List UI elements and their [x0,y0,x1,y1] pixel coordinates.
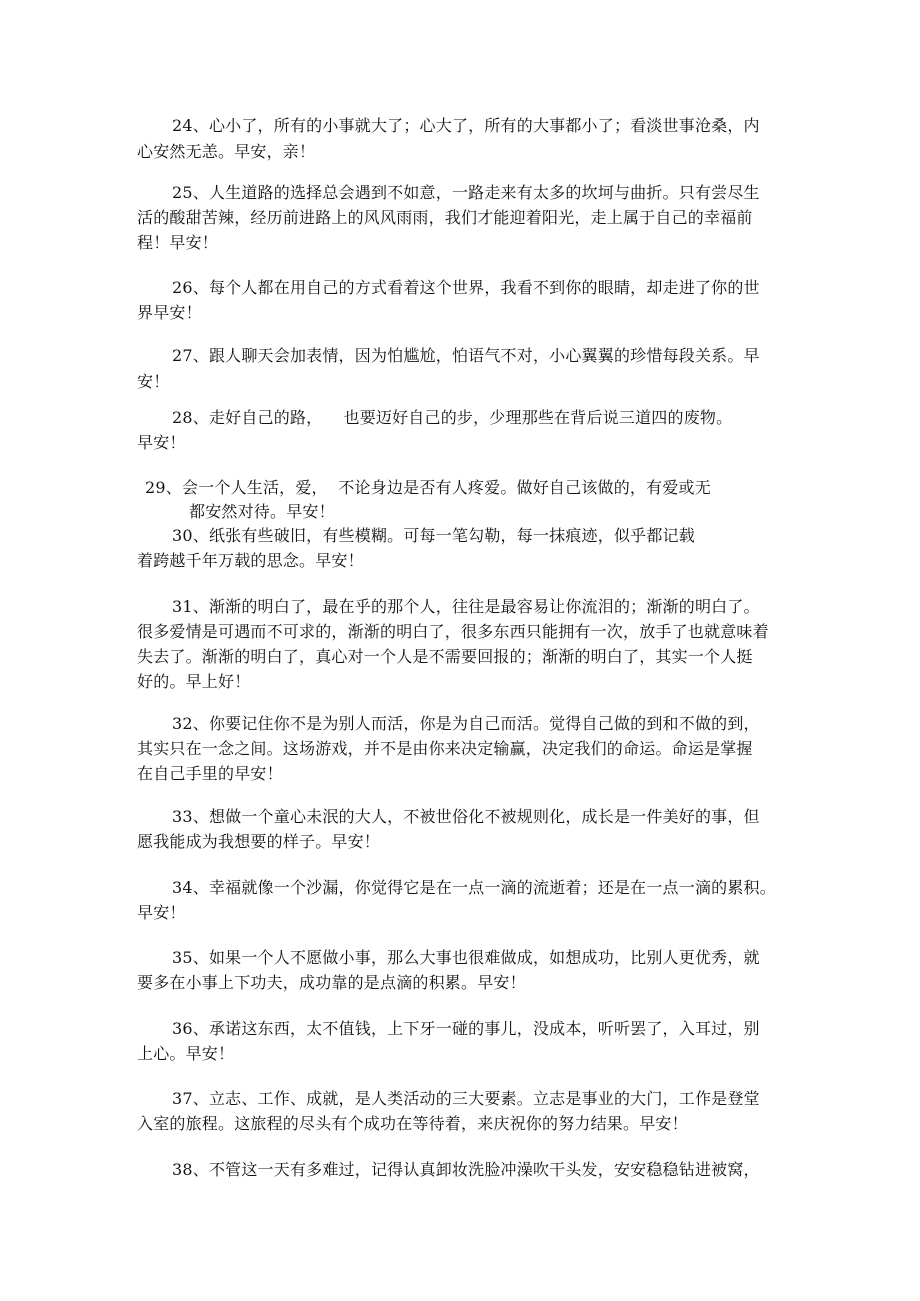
paragraph-33-line-1: 33、想做一个童心未泯的大人，不被世俗化不被规则化，成长是一件美好的事，但 [172,807,760,826]
paragraph-32-line-2: 其实只在一念之间。这场游戏，并不是由你来决定输赢，决定我们的命运。命运是掌握 [137,739,753,758]
paragraph-36-line-1: 36、承诺这东西，太不值钱，上下牙一碰的事儿，没成本，听听罢了，入耳过，别 [172,1019,760,1038]
paragraph-29-line-2: 都安然对待。早安！ [189,502,335,521]
paragraph-26-line-1: 26、每个人都在用自己的方式看着这个世界，我看不到你的眼睛，却走进了你的世 [172,278,760,297]
paragraph-34-line-2: 早安！ [137,903,186,922]
paragraph-31-line-2: 很多爱情是可遇而不可求的，渐渐的明白了，很多东西只能拥有一次，放手了也就意味着 [137,622,769,641]
paragraph-37-line-1: 37、立志、工作、成就，是人类活动的三大要素。立志是事业的大门，工作是登堂 [172,1089,760,1108]
paragraph-30-line-1: 30、纸张有些破旧，有些模糊。可每一笔勾勒，每一抹痕迹，似乎都记载 [172,526,695,545]
paragraph-27-line-2: 安！ [137,372,170,391]
paragraph-24-line-1: 24、心小了，所有的小事就大了；心大了，所有的大事都小了；看淡世事沧桑，内 [172,116,760,135]
paragraph-28-line-2: 早安！ [137,433,186,452]
paragraph-33-line-2: 愿我能成为我想要的样子。早安！ [137,832,381,851]
paragraph-30-line-2: 着跨越千年万载的思念。早安！ [137,551,364,570]
paragraph-25-line-2: 活的酸甜苦辣，经历前进路上的风风雨雨，我们才能迎着阳光，走上属于自己的幸福前 [137,208,753,227]
paragraph-25-line-3: 程！早安！ [137,233,219,252]
paragraph-36-line-2: 上心。早安！ [137,1044,235,1063]
paragraph-34-line-1: 34、幸福就像一个沙漏，你觉得它是在一点一滴的流逝着；还是在一点一滴的累积。 [172,878,776,897]
paragraph-24-line-2: 心安然无恙。早安，亲！ [137,142,316,161]
paragraph-27-line-1: 27、跟人聊天会加表情，因为怕尴尬，怕语气不对，小心翼翼的珍惜每段关系。早 [172,346,760,365]
paragraph-26-line-2: 界早安！ [137,303,202,322]
paragraph-31-line-3: 失去了。渐渐的明白了，真心对一个人是不需要回报的；渐渐的明白了，其实一个人挺 [137,647,753,666]
paragraph-32-line-3: 在自己手里的早安！ [137,764,283,783]
paragraph-31-line-4: 好的。早上好！ [137,672,251,691]
paragraph-29-line-1: 29、会一个人生活，爱， 不论身边是否有人疼爱。做好自己该做的，有爱或无 [145,478,711,497]
paragraph-28-line-1: 28、走好自己的路， 也要迈好自己的步，少理那些在背后说三道四的废物。 [172,408,733,427]
paragraph-25-line-1: 25、人生道路的选择总会遇到不如意，一路走来有太多的坎坷与曲折。只有尝尽生 [172,183,760,202]
paragraph-35-line-1: 35、如果一个人不愿做小事，那么大事也很难做成，如想成功，比别人更优秀，就 [172,948,760,967]
paragraph-37-line-2: 入室的旅程。这旅程的尽头有个成功在等待着，来庆祝你的努力结果。早安！ [137,1114,688,1133]
paragraph-38-line-1: 38、不管这一天有多难过，记得认真卸妆洗脸冲澡吹干头发，安安稳稳钻进被窝， [172,1160,760,1179]
paragraph-32-line-1: 32、你要记住你不是为别人而活，你是为自己而活。觉得自己做的到和不做的到， [172,714,760,733]
paragraph-35-line-2: 要多在小事上下功夫，成功靠的是点滴的积累。早安！ [137,973,526,992]
paragraph-31-line-1: 31、渐渐的明白了，最在乎的那个人，往往是最容易让你流泪的；渐渐的明白了。 [172,597,760,616]
